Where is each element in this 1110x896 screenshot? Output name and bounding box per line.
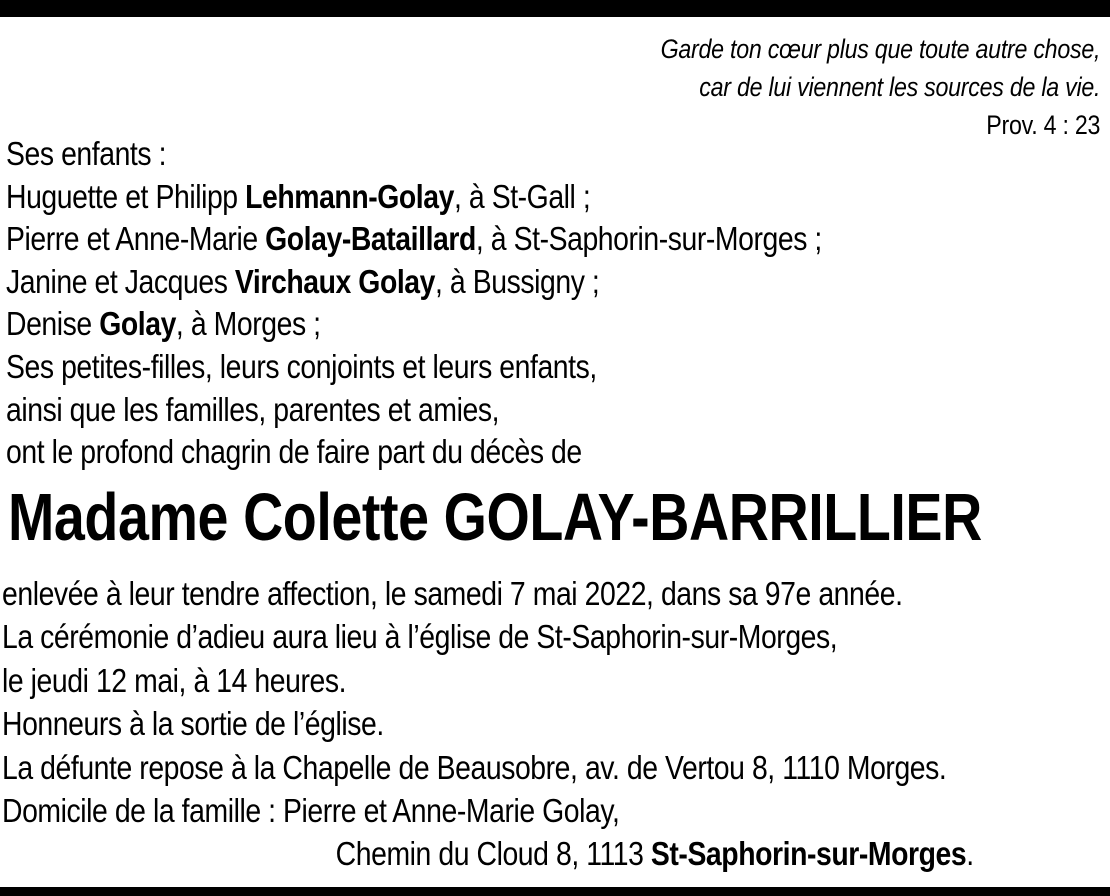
child-entry xyxy=(6,261,822,304)
top-border-rule xyxy=(0,0,1110,17)
home-label-line: Domicile de la famille : Pierre et Anne-Marie Golay, xyxy=(2,792,620,830)
bible-verse xyxy=(660,30,1100,144)
home-address-town: St-Saphorin-sur-Morges xyxy=(650,835,967,873)
verse-reference: Prov. 4 : 23 xyxy=(986,110,1100,140)
child-entry xyxy=(6,176,822,219)
family-intro: Ses enfants : xyxy=(6,135,167,172)
passed-line: enlevée à leur tendre affection, le samedi 7 mai 2022, dans sa 97e année. xyxy=(2,575,903,612)
child-prefix: Denise xyxy=(6,305,100,343)
ceremony-details xyxy=(2,572,974,876)
child-suffix: , à St-Gall ; xyxy=(453,177,591,215)
child-entry xyxy=(6,303,822,346)
verse-line-2: car de lui viennent les sources de la vie. xyxy=(699,72,1100,102)
child-prefix: Janine et Jacques xyxy=(6,262,235,300)
honours-line: Honneurs à la sortie de l’église. xyxy=(2,705,384,743)
ceremony-line: La cérémonie d’adieu aura lieu à l’église de St-Saphorin-sur-Morges, xyxy=(2,618,838,656)
verse-line-1: Garde ton cœur plus que toute autre chose, xyxy=(660,34,1100,64)
child-surname: Golay xyxy=(99,305,176,343)
child-surname: Virchaux Golay xyxy=(234,262,436,300)
child-surname: Lehmann-Golay xyxy=(245,177,454,215)
deceased-name: Madame Colette GOLAY-BARRILLIER xyxy=(8,480,982,555)
announcement-line: ont le profond chagrin de faire part du décès de xyxy=(6,433,582,471)
child-suffix: , à St-Saphorin-sur-Morges ; xyxy=(475,220,822,258)
family-list xyxy=(6,133,822,474)
child-suffix: , à Morges ; xyxy=(175,305,321,343)
child-surname: Golay-Bataillard xyxy=(265,220,476,258)
home-address-suffix: . xyxy=(966,835,974,873)
bottom-border-rule xyxy=(0,887,1110,896)
ceremony-time-line: le jeudi 12 mai, à 14 heures. xyxy=(2,661,347,699)
home-address-prefix: Chemin du Cloud 8, 1113 xyxy=(335,835,651,873)
child-entry xyxy=(6,218,822,261)
child-suffix: , à Bussigny ; xyxy=(435,262,600,300)
relatives-line: ainsi que les familles, parentes et amies, xyxy=(6,390,500,428)
child-prefix: Huguette et Philipp xyxy=(6,177,246,215)
grandchildren-line: Ses petites-filles, leurs conjoints et leurs enfants, xyxy=(6,347,597,385)
child-prefix: Pierre et Anne-Marie xyxy=(6,220,266,258)
home-address-line xyxy=(2,832,974,875)
rests-line: La défunte repose à la Chapelle de Beausobre, av. de Vertou 8, 1110 Morges. xyxy=(2,748,947,786)
